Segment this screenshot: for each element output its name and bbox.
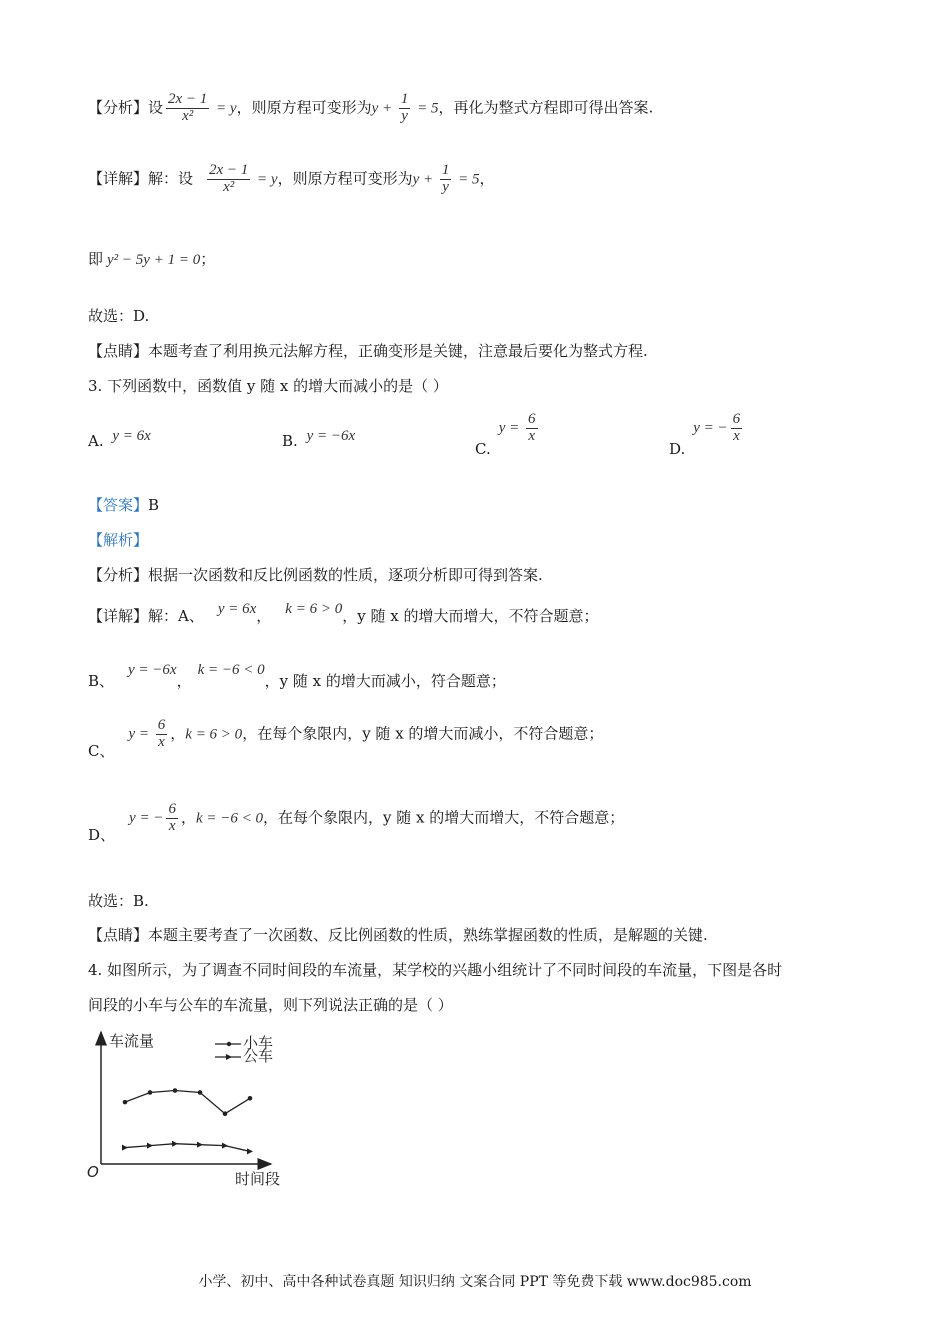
conclusion: ，在每个象限内，y 随 x 的增大而增大，不符合题意；: [262, 808, 625, 827]
series-line-0: [125, 1091, 250, 1114]
detail-label: 【详解】解：A、: [88, 607, 204, 625]
fraction-numerator: 1: [400, 91, 409, 107]
detail-a: [88, 601, 599, 626]
legend-label-car: 小车: [243, 1034, 274, 1052]
analysis-3: 【分析】根据一次函数和反比例函数的性质，逐项分析即可得到答案.: [88, 566, 543, 584]
fraction-2x-1-over-x2: [166, 92, 209, 125]
series-layer: [122, 1088, 253, 1154]
legend-arrow-bus: [226, 1054, 232, 1060]
fraction-numerator: 2x − 1: [168, 91, 208, 107]
y-plus: y +: [371, 100, 396, 117]
data-point-1-5: [247, 1148, 253, 1154]
comma: ，: [170, 724, 186, 743]
k-condition: k = −6 < 0: [195, 810, 263, 827]
comma: ，: [256, 607, 272, 625]
fraction-6-over-x: [731, 412, 743, 445]
equals-5: = 5: [454, 171, 480, 188]
fraction-numerator: 6: [168, 801, 176, 817]
fraction-numerator: 6: [528, 411, 536, 427]
fraction-1-over-y: [440, 163, 452, 196]
legend: [215, 1034, 273, 1065]
data-point-0-1: [148, 1090, 153, 1095]
fraction-6-over-x: [166, 802, 178, 835]
analysis-label: 【分析】设: [88, 98, 164, 117]
fraction-denominator: x²: [166, 108, 209, 125]
fraction-numerator: 6: [157, 717, 166, 733]
fraction-1-over-y: [399, 92, 411, 125]
option-a: [88, 428, 151, 451]
detail-d: [88, 801, 625, 845]
equation: y = −6x: [128, 662, 177, 678]
equation: y =: [128, 726, 153, 743]
data-point-0-3: [198, 1090, 203, 1095]
choose-d: 故选：D.: [88, 307, 150, 325]
conclusion: ，在每个象限内，y 随 x 的增大而减小，不符合题意；: [242, 724, 604, 743]
data-point-0-0: [123, 1100, 128, 1105]
fraction-denominator: x: [731, 428, 743, 445]
fraction-numerator: 6: [732, 411, 741, 427]
y-plus: y +: [412, 171, 437, 188]
page-footer: 小学、初中、高中各种试卷真题 知识归纳 文案合同 PPT 等免费下载 www.doc985.com: [198, 1274, 752, 1290]
data-point-1-2: [172, 1141, 178, 1147]
answer-value: B: [148, 496, 160, 514]
option-label: B.: [282, 432, 298, 450]
question-4-line-2: 间段的小车与公车的车流量，则下列说法正确的是（ ）: [88, 996, 453, 1014]
detail-label: B、: [88, 672, 115, 690]
fraction-denominator: x: [166, 818, 178, 835]
option-d: [669, 411, 745, 459]
data-point-1-3: [197, 1142, 203, 1148]
quadratic-equation: y² − 5y + 1 = 0: [107, 252, 201, 268]
ji-label: 即: [88, 250, 104, 268]
data-point-0-5: [248, 1096, 253, 1101]
fraction-numerator: 2x − 1: [209, 162, 249, 178]
origin-label: O: [87, 1163, 99, 1181]
equals-5: = 5: [413, 100, 439, 117]
traffic-flow-chart: [85, 1028, 345, 1198]
question-4-line-1: 4. 如图所示，为了调查不同时间段的车流量，某学校的兴趣小组统计了不同时间段的车流量，下图是各时: [88, 961, 783, 979]
analysis-middle-text: ，则原方程可变形为: [236, 98, 372, 117]
comma: ，: [180, 808, 196, 827]
fraction-2x-1-over-x2: [207, 163, 250, 196]
detail-middle-text: ，则原方程可变形为: [277, 169, 413, 188]
detail-label: C、: [88, 742, 115, 761]
conclusion: ，y 随 x 的增大而增大，不符合题意；: [342, 607, 599, 625]
option-c: [475, 411, 541, 459]
jiexi-tag: 【解析】: [88, 531, 149, 549]
series-line-1: [125, 1144, 250, 1152]
fraction-denominator: y: [440, 179, 452, 196]
equation-line: [88, 248, 215, 269]
detail-label: 【详解】解：设: [88, 169, 194, 188]
legend-dot-car: [227, 1042, 231, 1046]
detail-label: D、: [88, 826, 116, 845]
data-point-0-4: [223, 1111, 228, 1116]
fraction-numerator: 1: [441, 162, 450, 178]
data-point-0-2: [173, 1088, 178, 1093]
option-label: D.: [669, 440, 686, 459]
detail-c: [88, 717, 604, 761]
k-condition: k = −6 < 0: [197, 662, 265, 678]
analysis-tail-text: ，再化为整式方程即可得出答案.: [438, 98, 654, 117]
option-equation: y = 6x: [112, 428, 151, 444]
comma: ，: [176, 672, 192, 690]
option-label: A.: [88, 432, 104, 450]
equals-y: = y: [253, 171, 278, 188]
question-3-title: 3. 下列函数中，函数值 y 随 x 的增大而减小的是（ ）: [88, 377, 448, 395]
option-b: [282, 428, 356, 451]
analysis-line-1: [88, 92, 653, 125]
comma: ，: [479, 169, 495, 188]
legend-label-bus: 公车: [243, 1047, 274, 1065]
conclusion: ，y 随 x 的增大而减小，符合题意；: [264, 672, 506, 690]
fraction-6-over-x: [156, 718, 168, 751]
option-equation: y = −6x: [306, 428, 356, 444]
data-point-1-0: [122, 1145, 128, 1151]
data-point-1-4: [222, 1143, 228, 1149]
k-condition: k = 6 > 0: [285, 601, 343, 617]
option-equation: y =: [498, 420, 523, 437]
k-condition: k = 6 > 0: [185, 726, 243, 743]
detail-b: [88, 662, 506, 691]
equals-y: = y: [212, 100, 237, 117]
point-summary-2: 【点睛】本题主要考查了一次函数、反比例函数的性质，熟练掌握函数的性质，是解题的关键.: [88, 926, 708, 944]
choose-b: 故选：B.: [88, 892, 149, 910]
answer-tag: 【答案】: [88, 496, 149, 514]
semicolon: ；: [200, 250, 216, 268]
data-point-1-1: [147, 1143, 153, 1149]
fraction-6-over-x: [526, 412, 538, 445]
option-equation: y = −: [693, 420, 728, 437]
fraction-denominator: x²: [207, 179, 250, 196]
detail-line-1: [88, 163, 495, 196]
y-axis-label: 车流量: [109, 1032, 155, 1050]
answer-line: [88, 494, 159, 515]
fraction-denominator: y: [399, 108, 411, 125]
equation: y = 6x: [217, 601, 257, 617]
point-summary-1: 【点睛】本题考查了利用换元法解方程，正确变形是关键，注意最后要化为整式方程.: [88, 342, 648, 360]
fraction-denominator: x: [156, 734, 168, 751]
equation: y = −: [129, 810, 164, 827]
x-axis-label: 时间段: [235, 1170, 281, 1188]
option-label: C.: [475, 440, 491, 459]
fraction-denominator: x: [526, 428, 538, 445]
